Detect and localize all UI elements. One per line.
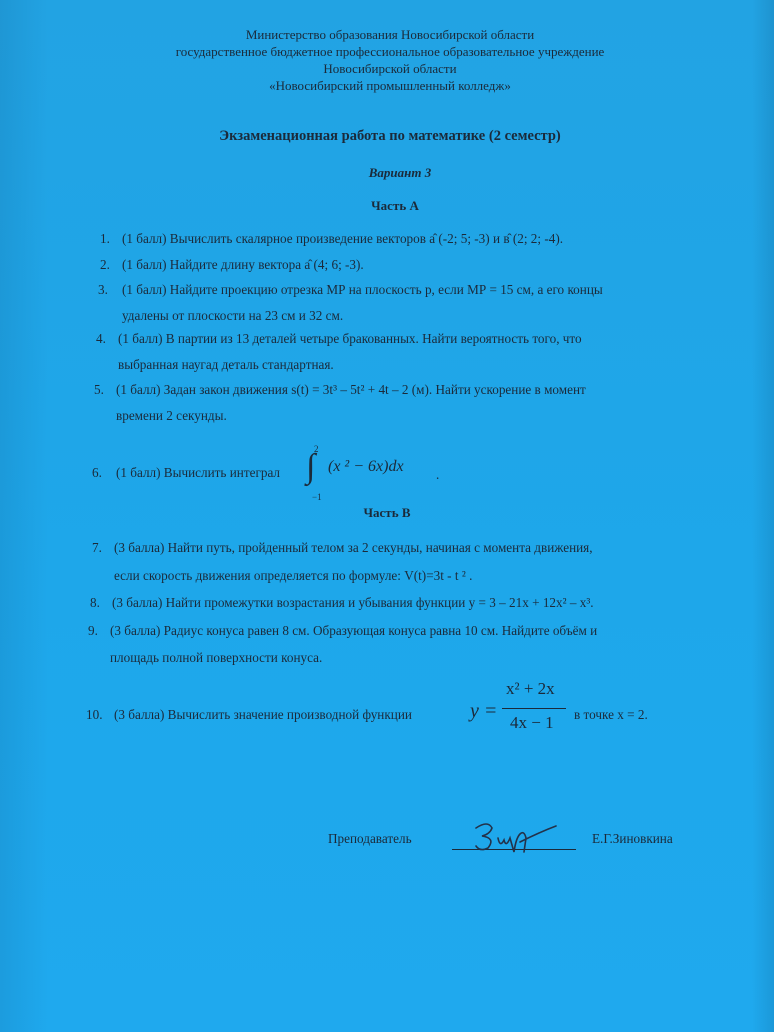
header-line-3: Новосибирской области bbox=[323, 61, 457, 76]
handwritten-signature bbox=[470, 818, 560, 858]
task-number: 3. bbox=[98, 282, 108, 297]
task-text-cont: выбранная наугад деталь стандартная. bbox=[118, 357, 334, 372]
task-number: 8. bbox=[90, 595, 100, 610]
task-number: 7. bbox=[92, 540, 102, 555]
part-b-heading: Часть В bbox=[363, 505, 411, 520]
task-text-cont: площадь полной поверхности конуса. bbox=[110, 650, 323, 665]
integral-expression: (x ² − 6x)dx bbox=[328, 458, 404, 475]
task-text: (1 балл) Найдите проекцию отрезка МР на плоскость р, если МР = 15 см, а его концы bbox=[122, 282, 603, 297]
integral-lower-limit: −1 bbox=[312, 492, 322, 502]
task-text: (1 балл) Вычислить интеграл bbox=[116, 465, 281, 480]
task-5 bbox=[94, 377, 694, 433]
exam-title: Экзаменационная работа по математике (2 семестр) bbox=[219, 128, 561, 144]
task-text: (3 балла) Найти путь, пройденный телом за 2 секунды, начиная с момента движения, bbox=[114, 540, 593, 555]
teacher-label: Преподаватель bbox=[328, 831, 412, 846]
task-text: (1 балл) Вычислить скалярное произведение векторов а̂ (-2; 5; -3) и в̂ (2; 2; -4). bbox=[122, 231, 564, 246]
task-9 bbox=[88, 618, 698, 674]
task-6 bbox=[92, 444, 692, 502]
task-4 bbox=[96, 326, 696, 382]
integral-upper-limit: 2 bbox=[314, 444, 319, 454]
task-text-cont: удалены от плоскости на 23 см и 32 см. bbox=[122, 308, 344, 323]
task-number: 1. bbox=[100, 231, 110, 246]
header-line-4: «Новосибирский промышленный колледж» bbox=[269, 78, 511, 93]
task-text: (3 балла) Найти промежутки возрастания и убывания функции у = 3 – 21х + 12х² – х³. bbox=[112, 595, 594, 610]
task-number: 10. bbox=[86, 707, 103, 722]
task-text: (1 балл) Задан закон движения s(t) = 3t³ – 5t² + 4t – 2 (м). Найти ускорение в момент bbox=[116, 382, 586, 397]
header-line-2: государственное бюджетное профессиональное образовательное учреждение bbox=[175, 44, 605, 59]
fraction-denominator: 4x − 1 bbox=[510, 713, 554, 732]
task-number: 6. bbox=[92, 465, 102, 480]
teacher-name: Е.Г.Зиновкина bbox=[592, 831, 673, 846]
task-text: (1 балл) Найдите длину вектора а̂ (4; 6; -3). bbox=[122, 257, 364, 272]
task-text-cont: времени 2 секунды. bbox=[116, 408, 227, 423]
fraction-bar bbox=[502, 708, 566, 709]
task-number: 5. bbox=[94, 382, 104, 397]
task-number: 2. bbox=[100, 257, 110, 272]
part-a-heading: Часть А bbox=[371, 198, 419, 213]
page-shadow-left bbox=[0, 0, 48, 1032]
function-lhs: y = bbox=[470, 700, 498, 722]
integral-tail: . bbox=[436, 467, 440, 482]
task-number: 9. bbox=[88, 623, 98, 638]
task-text: (3 балла) Радиус конуса равен 8 см. Образующая конуса равна 10 см. Найдите объём и bbox=[110, 623, 598, 638]
task-3 bbox=[98, 277, 698, 333]
task-text: (3 балла) Вычислить значение производной функции bbox=[114, 707, 412, 722]
task-7 bbox=[92, 535, 702, 591]
task-text: (1 балл) В партии из 13 деталей четыре бракованных. Найти вероятность того, что bbox=[118, 331, 582, 346]
header-line-1: Министерство образования Новосибирской области bbox=[245, 27, 535, 42]
fraction-numerator: x² + 2x bbox=[506, 679, 555, 698]
task-10 bbox=[86, 679, 706, 742]
integral-sign: ∫ bbox=[306, 448, 316, 485]
header bbox=[150, 26, 630, 94]
point-condition: в точке х = 2. bbox=[574, 707, 648, 722]
variant-label: Вариант 3 bbox=[368, 165, 432, 180]
task-number: 4. bbox=[96, 331, 106, 346]
task-text-cont: если скорость движения определяется по формуле: V(t)=3t - t ² . bbox=[114, 568, 473, 583]
page-shadow-right bbox=[752, 0, 774, 1032]
